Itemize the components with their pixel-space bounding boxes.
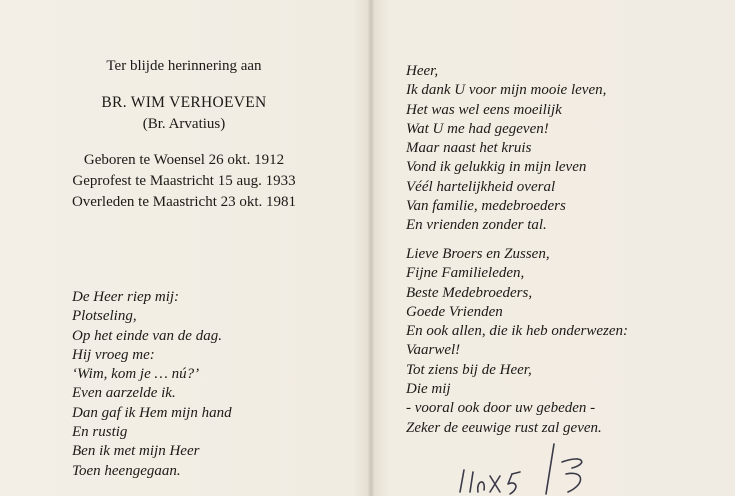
poem-line: Het was wel eens moeilijk — [406, 101, 562, 118]
poem-line: Op het einde van de dag. — [72, 327, 222, 344]
poem-line: Vaarwel! — [406, 342, 461, 359]
right-panel — [374, 0, 735, 496]
poem-line: Maar naast het kruis — [406, 140, 532, 157]
poem-line: Hij vroeg me: — [72, 346, 155, 363]
religious-name: (Br. Arvatius) — [142, 116, 226, 132]
poem-line: Heer, — [406, 63, 439, 79]
dates-block — [0, 150, 368, 213]
handwritten-note — [454, 440, 614, 496]
poem-line: Ben ik met mijn Heer — [72, 443, 200, 460]
poem-line: En ook allen, die ik heb onderwezen: — [406, 323, 629, 340]
poem-line: Véél hartelijkheid overal — [406, 178, 556, 195]
deceased-name: BR. WIM VERHOEVEN — [101, 94, 267, 111]
birth-date-line: Geboren te Woensel 26 okt. 1912 — [83, 152, 285, 168]
poem-line: Vond ik gelukkig in mijn leven — [406, 159, 587, 176]
poem-right-second-stanza — [406, 245, 628, 438]
poem-line: Even aarzelde ik. — [72, 385, 176, 402]
poem-line: Zeker de eeuwige rust zal geven. — [406, 419, 602, 436]
poem-line: En rustig — [72, 424, 128, 441]
death-date-line: Overleden te Maastricht 23 okt. 1981 — [71, 194, 297, 210]
poem-line: Beste Medebroeders, — [406, 284, 533, 301]
poem-line: Die mij — [406, 381, 451, 398]
poem-line: De Heer riep mij: — [72, 289, 180, 305]
poem-line: Toen heengegaan. — [72, 462, 181, 479]
poem-line: Van familie, medebroeders — [406, 198, 566, 215]
profession-date-line: Geprofest te Maastricht 15 aug. 1933 — [72, 173, 296, 189]
poem-line: Wat U me had gegeven! — [406, 120, 549, 137]
poem-right-first-stanza — [406, 62, 606, 236]
poem-line: Fijne Familieleden, — [406, 265, 525, 282]
poem-left — [72, 288, 232, 481]
poem-line: Plotseling, — [72, 308, 137, 325]
poem-line: Dan gaf ik Hem mijn hand — [72, 404, 232, 421]
poem-line: Goede Vrienden — [406, 303, 503, 320]
poem-line: - vooral ook door uw gebeden - — [406, 400, 596, 417]
intro-text: Ter blijde herinnering aan — [106, 58, 262, 74]
poem-line: ‘Wim, kom je … nú?’ — [72, 366, 200, 383]
poem-line: En vrienden zonder tal. — [406, 217, 547, 234]
poem-line: Lieve Broers en Zussen, — [406, 246, 550, 262]
poem-line: Tot ziens bij de Heer, — [406, 361, 532, 378]
poem-line: Ik dank U voor mijn mooie leven, — [406, 82, 607, 99]
